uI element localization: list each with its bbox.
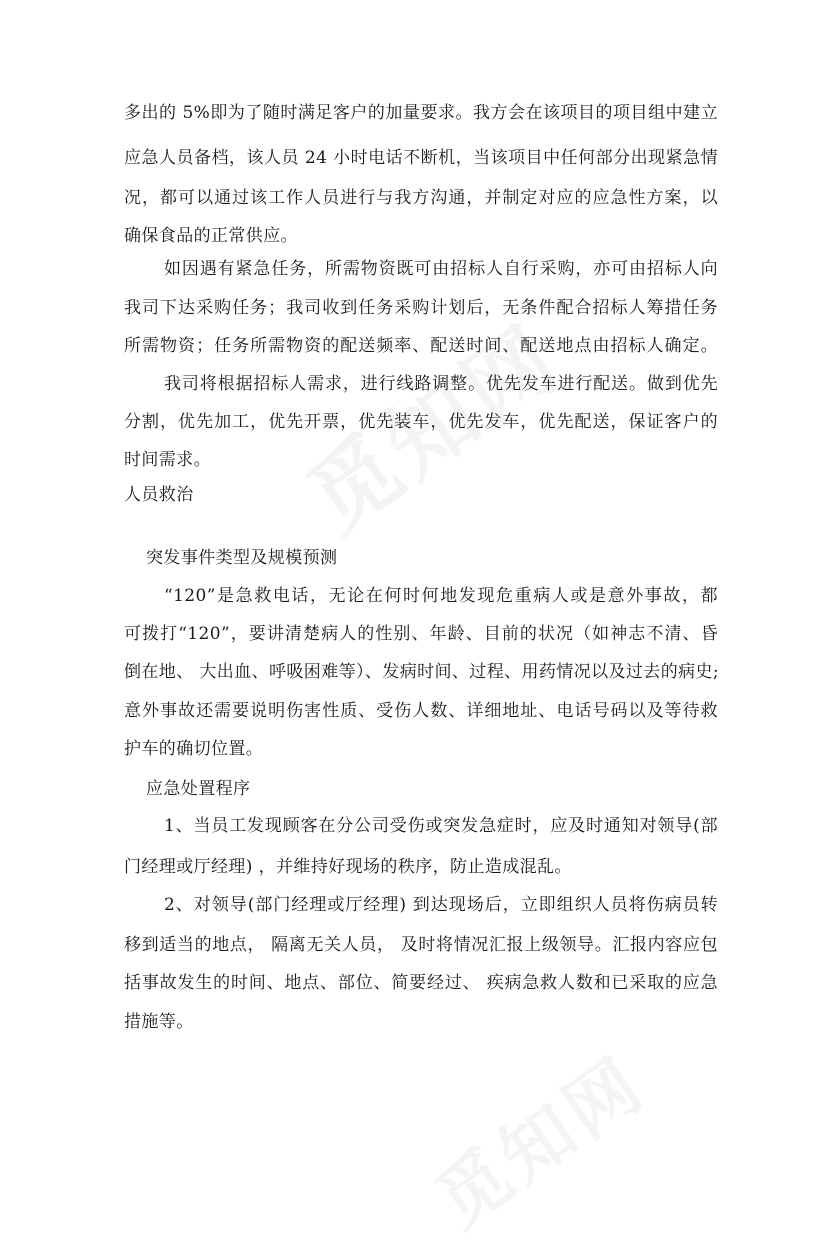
watermark-bottom bbox=[411, 1027, 662, 1246]
step-2-line-3: 括事故发生的时间、地点、部位、简要经过、 疾病急救人数和已采取的应急 bbox=[124, 973, 718, 993]
paragraph-1-line-3: 况，都可以通过该工作人员进行与我方沟通，并制定对应的应急性方案，以 bbox=[124, 188, 718, 208]
step-2-line-2: 移到适当的地点， 隔离无关人员， 及时将情况汇报上级领导。汇报内容应包 bbox=[124, 935, 718, 955]
emergency-line-3: 倒在地、 大出血、呼吸困难等）、发病时间、过程、用药情况以及过去的病史; bbox=[124, 662, 720, 682]
emergency-line-2: 可拨打“120”，要讲清楚病人的性别、年龄、目前的状况（如神志不清、昏 bbox=[124, 624, 718, 644]
paragraph-2-line-1: 如因遇有紧急任务，所需物资既可由招标人自行采购，亦可由招标人向 bbox=[164, 259, 718, 279]
paragraph-3-line-2: 分割，优先加工，优先开票，优先装车，优先发车，优先配送，保证客户的 bbox=[124, 412, 718, 432]
paragraph-1-line-4: 确保食品的正常供应。 bbox=[124, 226, 298, 246]
paragraph-1-line-2: 应急人员备档，该人员 24 小时电话不断机，当该项目中任何部分出现紧急情 bbox=[124, 148, 718, 168]
emergency-line-4: 意外事故还需要说明伤害性质、受伤人数、详细地址、电话号码以及等待救 bbox=[124, 701, 718, 721]
paragraph-3-line-1: 我司将根据招标人需求，进行线路调整。优先发车进行配送。做到优先 bbox=[164, 374, 718, 394]
paragraph-2-line-2: 我司下达采购任务；我司收到任务采购计划后，无条件配合招标人筹措任务 bbox=[124, 298, 718, 318]
emergency-line-5: 护车的确切位置。 bbox=[124, 739, 264, 759]
step-1-line-2: 门经理或厅经理) ，并维持好现场的秩序，防止造成混乱。 bbox=[124, 857, 572, 877]
section-heading: 人员救治 bbox=[124, 485, 194, 505]
paragraph-2-line-3: 所需物资；任务所需物资的配送频率、配送时间、配送地点由招标人确定。 bbox=[124, 336, 718, 356]
subheading-event-types: 突发事件类型及规模预测 bbox=[146, 548, 338, 568]
subheading-procedure: 应急处置程序 bbox=[146, 779, 251, 799]
step-2-line-1: 2、对领导(部门经理或厅经理) 到达现场后，立即组织人员将伤病员转 bbox=[164, 895, 718, 915]
paragraph-3-line-3: 时间需求。 bbox=[124, 450, 211, 470]
emergency-line-1: “120”是急救电话，无论在何时何地发现危重病人或是意外事故，都 bbox=[164, 586, 718, 606]
paragraph-1-line-1: 多出的 5%即为了随时满足客户的加量要求。我方会在该项目的项目组中建立 bbox=[124, 103, 718, 123]
step-1-line-1: 1、当员工发现顾客在分公司受伤或突发急症时，应及时通知对领导(部 bbox=[164, 816, 718, 836]
step-2-line-4: 措施等。 bbox=[124, 1012, 194, 1032]
